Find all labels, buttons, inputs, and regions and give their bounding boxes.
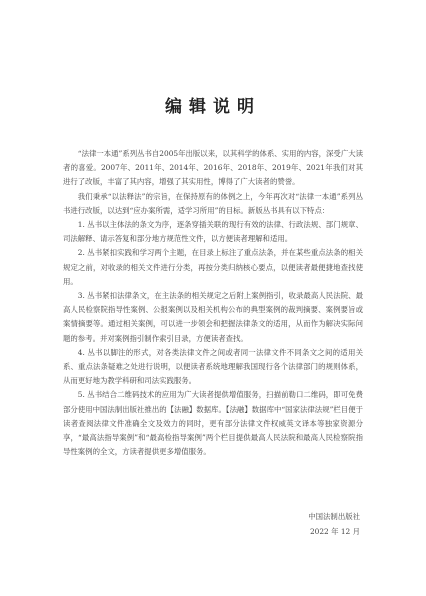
feature-item-1: 1. 丛书以主体法的条文为序，逐条穿插关联的现行有效的法律、行政法规、部门规章、司法解释、请示答复和部分地方规范性文件，以方便读者理解和适用。: [63, 220, 363, 244]
publisher-signature: 中国法制出版社: [308, 512, 360, 521]
signature-date: 2022 年 12 月: [309, 527, 360, 536]
feature-item-3: 3. 丛书紧扣法律条文，在主法条的相关规定之后附上案例指引，收录最高人民法院、最高人民检察院指导性案例、公报案例以及相关机构公布的典型案例的裁判摘要、案例要旨或案情摘要等。通过相关案例，可以进一步领会和把握法律条文的适用，从而作为解决实际问题的参考。并对案例指引制作索引目录，方便读者查找。: [63, 291, 363, 343]
document-body: [63, 147, 363, 459]
page-title: 编辑说明: [165, 97, 261, 117]
intro-paragraph: “法律一本通”系列丛书自2005年出版以来，以其科学的体系、实用的内容，深受广大读者的喜爱。2007年、2011年、2014年、2016年、2018年、2019年、2021年我们对其进行了改版，丰富了其内容，增强了其实用性，博得了广大读者的赞誉。: [63, 149, 363, 187]
feature-item-2: 2. 丛书紧扣实践和学习两个主题，在目录上标注了重点法条，并在某些重点法条的相关规定之前，对收录的相关文件进行分类，再按分类归纳核心要点，以便读者最便捷地查找使用。: [63, 248, 363, 286]
feature-item-5: 5. 丛书结合二维码技术的应用为广大读者提供增值服务，扫描前勒口二维码，即可免费部分使用中国法制出版社推出的【法融】数据库。【法融】数据库中“国家法律法规”栏目便于读者查阅法律文件准确全文及效力的同时，更有部分法律文件权威英文译本等独家资源分享，“最高法指导案例”和“最高检指导案例”两个栏目提供最高人民法院和最高人民检察院指导性案例的全文，方读者提供更多增值服务。: [63, 390, 363, 457]
feature-item-4: 4. 丛书以脚注的形式，对各类法律文件之间或者同一法律文件不同条文之间的适用关系、重点法条疑难之处进行说明，以便读者系统地理解我国现行各个法律部门的规则体系，从而更好地为教学科研和司法实践服务。: [63, 347, 363, 386]
purpose-paragraph: 我们秉承“以法释法”的宗旨，在保持原有的体例之上，今年再次对“法律一本通”系列丛书进行改版，以达到“应办案所需，适学习所用”的目标。新版丛书具有以下特点：: [63, 191, 363, 215]
